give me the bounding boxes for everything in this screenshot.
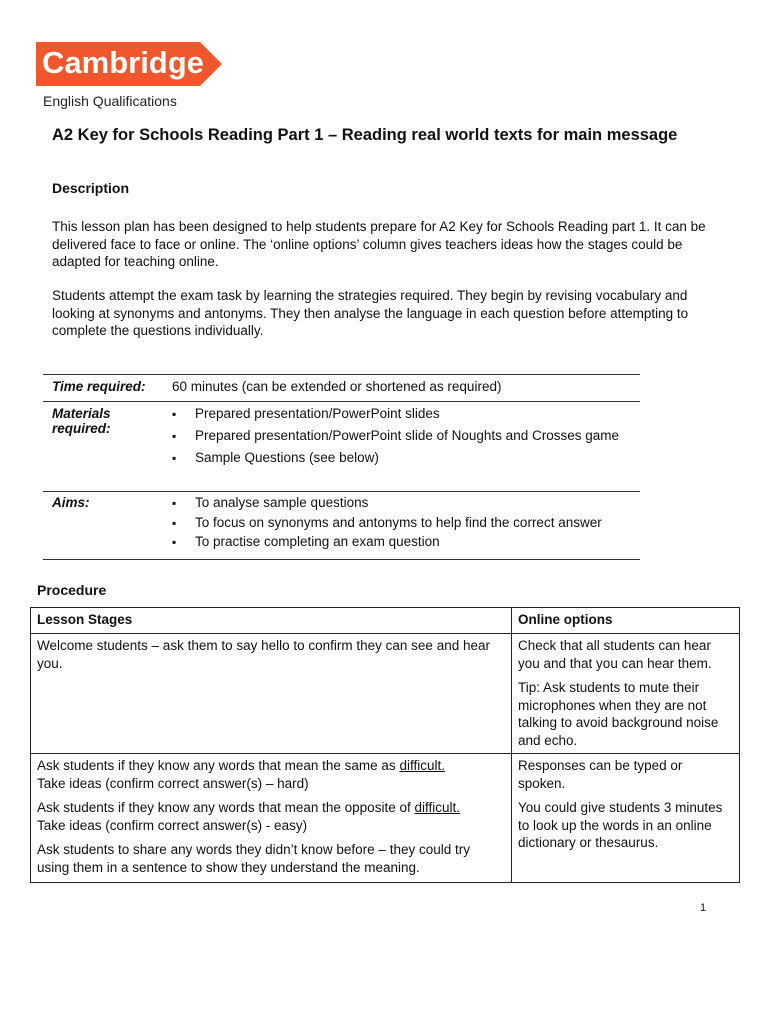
- description-paragraph-1: This lesson plan has been designed to help students prepare for A2 Key for Schools Reading part 1. It can be delivered face to face or online. The ‘online options’ column gives teachers ideas how the stages could be adapted for teaching online.: [52, 219, 706, 269]
- underlined-word: difficult.: [399, 758, 445, 773]
- list-item: ▪ To analyse sample questions: [172, 495, 640, 512]
- time-row: [43, 375, 640, 402]
- procedure-table: [30, 607, 740, 883]
- time-value: 60 minutes (can be extended or shortened as required): [172, 379, 502, 394]
- table-row: [31, 634, 740, 754]
- materials-label: Materials required:: [52, 406, 111, 436]
- list-item: ▪ Sample Questions (see below): [172, 450, 640, 466]
- description-paragraph-2: Students attempt the exam task by learning the strategies required. They begin by revising vocabulary and looking at synonyms and antonyms. They then analyse the language in each question before attempting to complete the questions individually.: [52, 288, 689, 338]
- online-tip: Tip: Ask students to mute their microphones when they are not talking to avoid background noise and echo.: [518, 680, 719, 748]
- column-header-online-options: Online options: [512, 608, 740, 634]
- list-item: ▪ To practise completing an exam question: [172, 534, 640, 551]
- column-header-lesson-stages: Lesson Stages: [31, 608, 512, 634]
- logo-text: Cambridge: [42, 45, 204, 80]
- online-text: Responses can be typed or spoken.: [518, 758, 683, 791]
- materials-row: [43, 402, 640, 492]
- page-number: 1: [700, 902, 707, 914]
- lesson-info-table: [43, 374, 640, 560]
- list-item: ▪ Prepared presentation/PowerPoint slide of Noughts and Crosses game: [172, 428, 640, 444]
- stage-text: Ask students if they know any words that mean the same as difficult. Take ideas (confirm correct answer(s) – hard): [37, 758, 445, 791]
- stage-text: Ask students to share any words they didn’t know before – they could try using them in a sentence to show they understand the meaning.: [37, 842, 470, 875]
- aims-row: [43, 492, 640, 560]
- stage-cell: [31, 634, 512, 754]
- logo-subtitle: English Qualifications: [43, 93, 177, 109]
- online-cell: [512, 634, 740, 754]
- underlined-word: difficult.: [414, 800, 460, 815]
- online-cell: [512, 754, 740, 883]
- stage-text: Ask students if they know any words that mean the opposite of difficult. Take ideas (confirm correct answer(s) - easy): [37, 800, 460, 833]
- aims-list: [172, 495, 640, 551]
- list-item: ▪ Prepared presentation/PowerPoint slides: [172, 406, 640, 422]
- online-text: You could give students 3 minutes to look up the words in an online dictionary or thesaurus.: [518, 800, 723, 850]
- list-item: ▪ To focus on synonyms and antonyms to help find the correct answer: [172, 515, 640, 532]
- stage-cell: [31, 754, 512, 883]
- aims-label: Aims:: [52, 495, 90, 510]
- procedure-heading: Procedure: [37, 582, 107, 598]
- table-header-row: [31, 608, 740, 634]
- page-title: A2 Key for Schools Reading Part 1 – Reading real world texts for main message: [52, 126, 678, 144]
- cambridge-logo: [36, 42, 222, 86]
- description-heading: Description: [52, 180, 130, 196]
- table-row: [31, 754, 740, 883]
- stage-text: Welcome students – ask them to say hello to confirm they can see and hear you.: [37, 638, 490, 671]
- materials-list: [172, 406, 640, 466]
- time-label: Time required:: [52, 379, 146, 394]
- online-text: Check that all students can hear you and that you can hear them.: [518, 638, 712, 671]
